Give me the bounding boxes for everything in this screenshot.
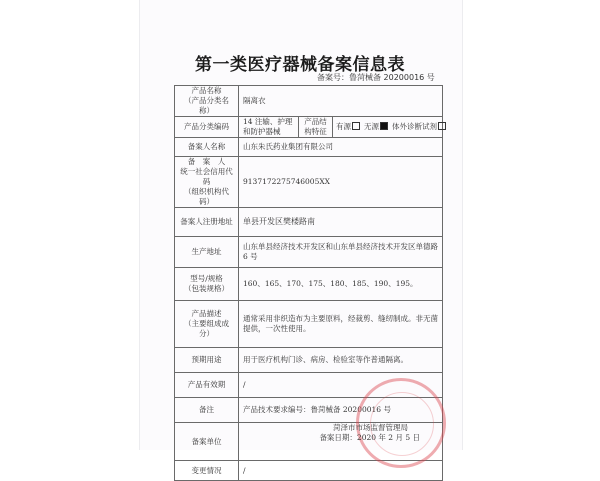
label-registrant-name: 备案人名称 — [175, 138, 239, 157]
row-registered-address — [175, 208, 443, 237]
label-intended-use: 预期用途 — [175, 348, 239, 373]
value-validity: / — [239, 373, 443, 398]
label-production-address: 生产地址 — [175, 237, 239, 268]
option-ivd-label: 体外诊断试剂 — [392, 122, 437, 131]
value-classification-code: 14 注输、护理 和防护器械 — [239, 117, 299, 138]
row-description — [175, 301, 443, 348]
row-production-address — [175, 237, 443, 268]
label-classification-code: 产品分类编码 — [175, 117, 239, 138]
row-registrant-name — [175, 138, 443, 157]
option-passive-label: 无源 — [364, 122, 379, 131]
value-changes: / — [239, 461, 443, 481]
row-intended-use — [175, 348, 443, 373]
row-model-spec — [175, 268, 443, 301]
value-model-spec: 160、165、170、175、180、185、190、195。 — [239, 268, 443, 301]
row-product-name — [175, 86, 443, 117]
filing-issuer-block — [0, 423, 420, 443]
issuer-name: 菏泽市市场监督管理局 — [333, 423, 408, 432]
record-number: 备案号：鲁菏械备 20200016 号 — [317, 73, 435, 82]
label-product-name: 产品名称 （产品分类名称） — [175, 86, 239, 117]
label-description: 产品描述 （主要组成成分） — [175, 301, 239, 348]
value-intended-use: 用于医疗机构门诊、病房、检验室等作普通隔离。 — [239, 348, 443, 373]
document-title: 第一类医疗器械备案信息表 — [195, 55, 405, 75]
option-active-label: 有源 — [336, 122, 351, 131]
checkbox-passive-checked — [380, 122, 388, 130]
value-production-address: 山东单县经济技术开发区和山东单县经济技术开发区单德路 6 号 — [239, 237, 443, 268]
value-product-name: 隔离衣 — [239, 86, 443, 117]
row-classification-code — [175, 117, 443, 138]
filing-date: 备案日期：2020 年 2 月 5 日 — [319, 433, 420, 442]
value-credit-code: 913717227574600​5XX — [239, 157, 443, 208]
label-credit-code: 备 案 人 统一社会信用代码 （组织机构代码） — [175, 157, 239, 208]
label-remarks: 备注 — [175, 398, 239, 423]
checkbox-ivd — [438, 122, 446, 130]
value-remarks: 产品技术要求编号：鲁菏械备 20200016 号 — [239, 398, 443, 423]
value-registrant-name: 山东朱氏药业集团有限公司 — [239, 138, 443, 157]
label-structure-features: 产品结 构特征 — [299, 117, 333, 138]
row-credit-code — [175, 157, 443, 208]
label-validity: 产品有效期 — [175, 373, 239, 398]
label-model-spec: 型号/规格 （包装规格） — [175, 268, 239, 301]
checkbox-active — [352, 122, 360, 130]
value-registered-address: 单县开发区樊楼路南 — [239, 208, 443, 237]
label-filing-unit: 备案单位 — [175, 423, 239, 461]
label-changes: 变更情况 — [175, 461, 239, 481]
structure-options — [333, 117, 443, 138]
value-description: 通常采用非织造布为主要原料，经裁剪、缝纫制成。非无菌提供，一次性使用。 — [239, 301, 443, 348]
label-registered-address: 备案人注册地址 — [175, 208, 239, 237]
